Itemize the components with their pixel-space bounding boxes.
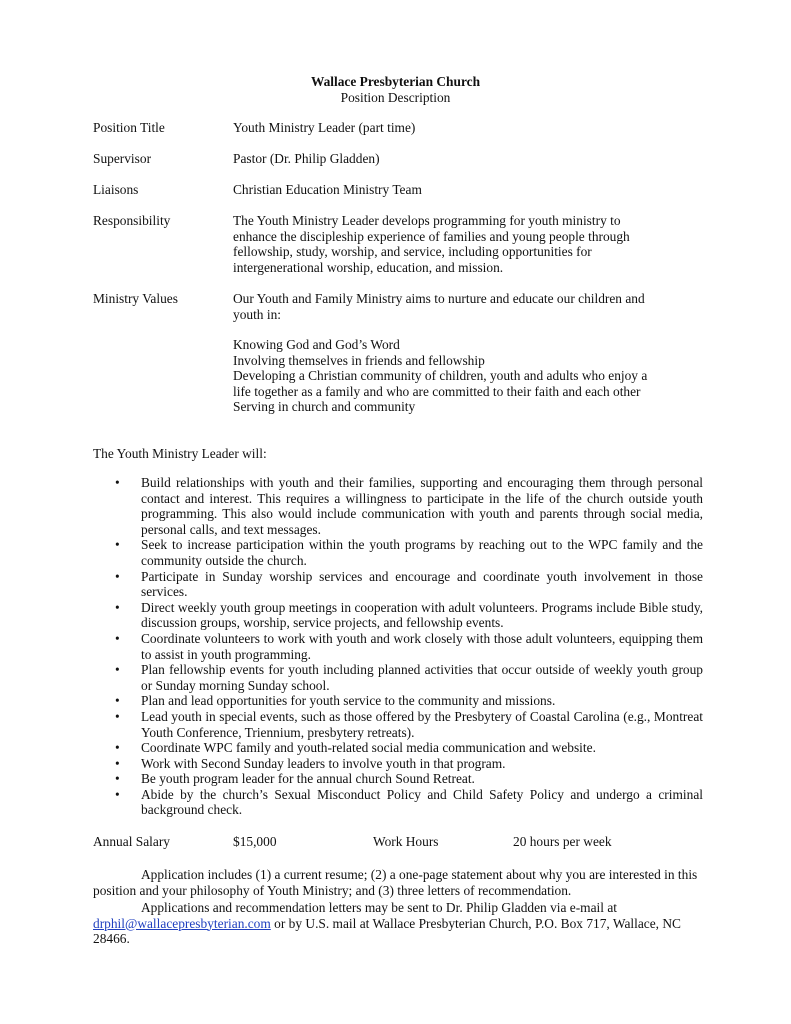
field-value-liaisons: Christian Education Ministry Team (233, 182, 422, 197)
ministry-values-intro: Our Youth and Family Ministry aims to nurture and educate our children and youth in: (233, 291, 645, 322)
ministry-value-item: Developing a Christian community of children, youth and adults who enjoy a life together as a family and who are committed to their faith and each other (233, 368, 648, 399)
application-contact-paragraph (93, 900, 698, 947)
ministry-values-list (233, 337, 653, 415)
duties-intro: The Youth Ministry Leader will: (93, 446, 267, 461)
bullet-icon: • (115, 537, 120, 553)
duty-item (93, 662, 703, 693)
bullet-icon: • (115, 475, 120, 490)
ministry-value-item: Involving themselves in friends and fellowship (233, 352, 485, 368)
field-value-responsibility: The Youth Ministry Leader develops programming for youth ministry to enhance the discipleship experience of families and young people through fellowship, study, worship, and service, including opportunities for intergenerational worship, education, and mission. (233, 213, 630, 275)
duty-item (93, 693, 703, 709)
work-hours-label: Work Hours (373, 834, 439, 849)
duty-item (93, 756, 703, 772)
bullet-icon: • (115, 568, 120, 584)
field-label-ministry-values: Ministry Values (93, 291, 178, 306)
duty-item (93, 631, 703, 662)
field-value-supervisor: Pastor (Dr. Philip Gladden) (233, 151, 380, 166)
bullet-icon: • (115, 740, 120, 756)
bullet-icon: • (115, 599, 120, 615)
duty-item (93, 787, 703, 818)
bullet-icon: • (115, 662, 120, 678)
bullet-icon: • (115, 630, 120, 646)
duty-text: Abide by the church’s Sexual Misconduct Policy and Child Safety Policy and undergo a criminal background check. (141, 786, 703, 818)
ministry-value-item: Serving in church and community (233, 399, 416, 415)
duty-item (93, 600, 703, 631)
bullet-icon: • (115, 755, 120, 771)
page-title: Wallace Presbyterian Church (310, 74, 481, 89)
work-hours-value: 20 hours per week (513, 834, 612, 849)
duty-text: Coordinate volunteers to work with youth and work closely with those adult volunteers, equipping them to assist in youth programming. (141, 630, 703, 662)
application-paragraph: Application includes (1) a current resume; (2) a one-page statement about why you are interested in this position and your philosophy of Youth Ministry; and (3) three letters of recommendation. (93, 867, 698, 898)
bullet-icon: • (115, 786, 120, 802)
bullet-icon: • (115, 693, 120, 709)
duty-item (93, 771, 703, 787)
salary-value: $15,000 (233, 834, 277, 849)
bullet-icon: • (115, 708, 120, 724)
field-label-position-title: Position Title (93, 120, 165, 135)
duty-item (93, 537, 703, 568)
bullet-icon: • (115, 771, 120, 787)
duty-text: Build relationships with youth and their families, supporting and encouraging them through personal contact and interest. This requires a willingness to participate in the life of the church outside youth programming. This also would include communication with youth and parents through social media, personal calls, and text messages. (141, 475, 703, 537)
duty-text: Work with Second Sunday leaders to involve youth in that program. (141, 755, 506, 771)
duty-text: Coordinate WPC family and youth-related social media communication and website. (141, 740, 596, 756)
ministry-value-item: Knowing God and God’s Word (233, 337, 400, 352)
field-label-liaisons: Liaisons (93, 182, 139, 197)
email-link[interactable]: drphil@wallacepresbyterian.com (93, 915, 271, 931)
duty-text: Participate in Sunday worship services and encourage and coordinate youth involvement in those services. (141, 568, 703, 600)
duty-item (93, 740, 703, 756)
salary-label: Annual Salary (93, 834, 170, 849)
duty-text: Plan and lead opportunities for youth service to the community and missions. (141, 693, 556, 709)
duty-text: Seek to increase participation within the youth programs by reaching out to the WPC family and the community outside the church. (141, 537, 703, 568)
duty-item (93, 569, 703, 600)
duties-list (93, 475, 703, 818)
duty-text: Direct weekly youth group meetings in cooperation with adult volunteers. Programs include Bible study, discussion groups, worship, service projects, and fellowship events. (141, 599, 703, 631)
duty-text: Be youth program leader for the annual church Sound Retreat. (141, 771, 475, 787)
duty-item (93, 475, 703, 537)
duty-text: Lead youth in special events, such as those offered by the Presbytery of Coastal Carolina (e.g., Montreat Youth Conference, Triennium, presbytery retreats). (141, 708, 703, 740)
application-contact-end: or by U.S. mail at Wallace Presbyterian Church, P.O. Box 717, Wallace, NC 28466. (93, 915, 681, 947)
duty-item (93, 709, 703, 740)
field-label-responsibility: Responsibility (93, 213, 171, 228)
field-value-position-title: Youth Ministry Leader (part time) (233, 120, 416, 135)
field-label-supervisor: Supervisor (93, 151, 152, 166)
page-subtitle: Position Description (340, 90, 451, 105)
application-contact-start: Applications and recommendation letters may be sent to Dr. Philip Gladden via e-mail at (141, 900, 617, 915)
duty-text: Plan fellowship events for youth including planned activities that occur outside of weekly youth group or Sunday morning Sunday school. (141, 662, 703, 693)
